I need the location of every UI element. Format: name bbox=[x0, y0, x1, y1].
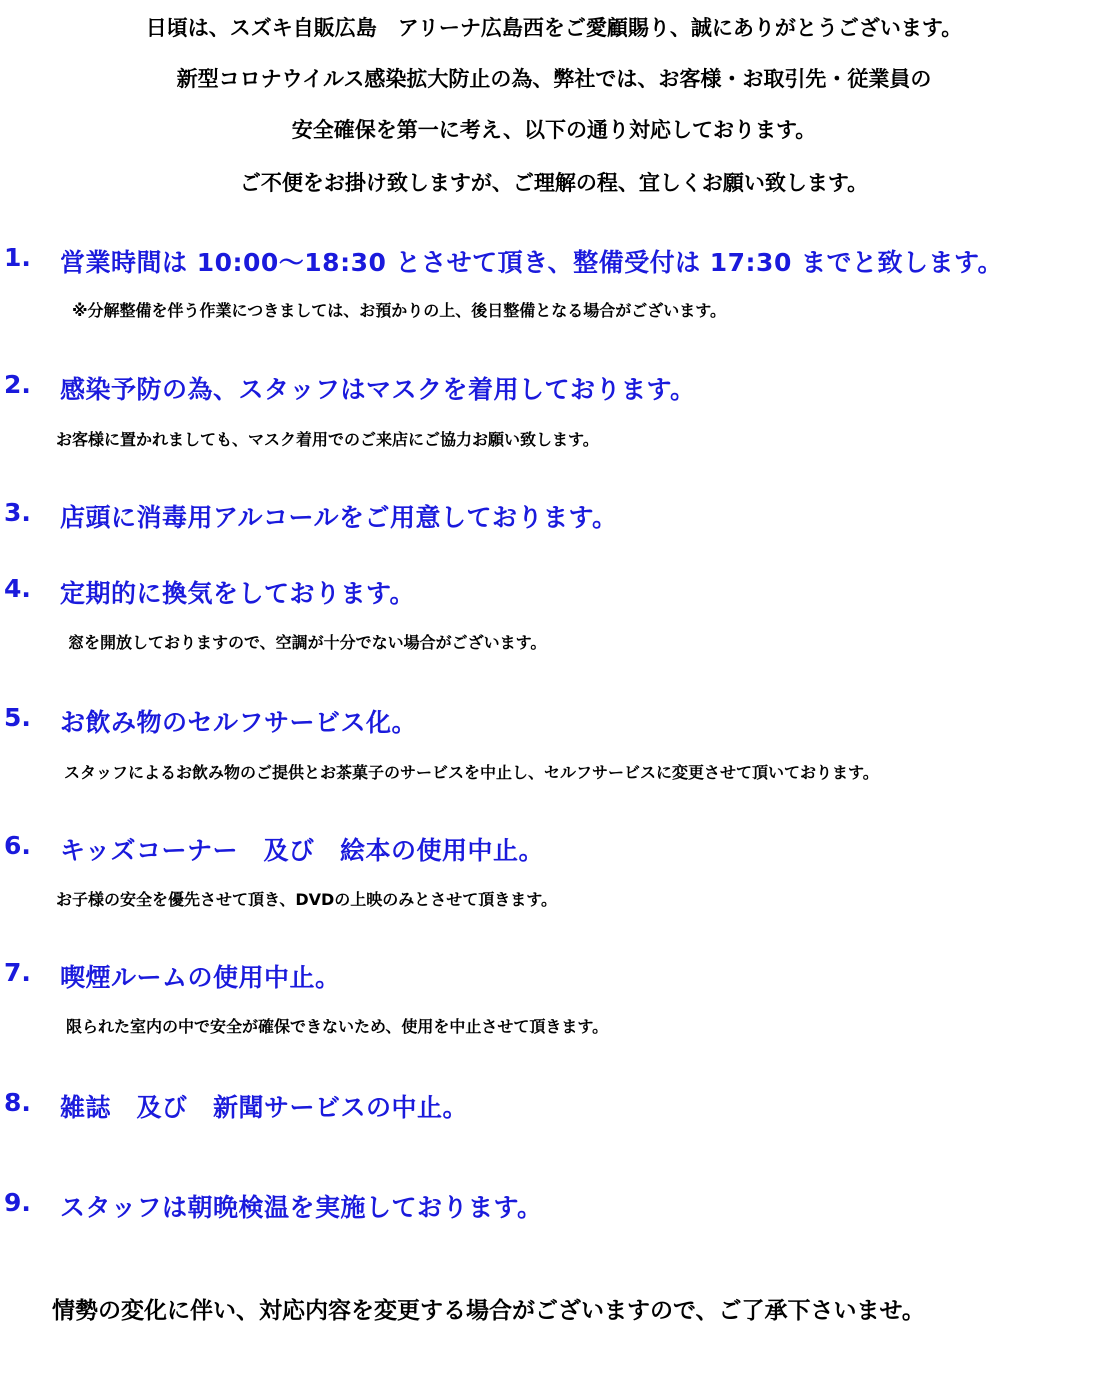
item-number: 1. bbox=[4, 243, 31, 272]
item-heading: 定期的に換気をしております。 bbox=[60, 579, 416, 608]
item-note: スタッフによるお飲み物のご提供とお茶菓子のサービスを中止し、セルフサービスに変更させて頂いております。 bbox=[64, 763, 879, 782]
item-heading: 感染予防の為、スタッフはマスクを着用しております。 bbox=[60, 375, 696, 404]
item-note: 限られた室内の中で安全が確保できないため、使用を中止させて頂きます。 bbox=[66, 1017, 609, 1036]
item-number: 4. bbox=[4, 574, 31, 603]
item-heading: お飲み物のセルフサービス化。 bbox=[60, 708, 418, 737]
item-number: 5. bbox=[4, 703, 31, 732]
item-note: お客様に置かれましても、マスク着用でのご来店にご協力お願い致します。 bbox=[56, 430, 599, 449]
item-heading: スタッフは朝晩検温を実施しております。 bbox=[60, 1193, 543, 1222]
item-heading: 店頭に消毒用アルコールをご用意しております。 bbox=[60, 503, 618, 532]
item-number: 7. bbox=[4, 958, 31, 987]
item-heading: 喫煙ルームの使用中止。 bbox=[60, 963, 341, 992]
item-number: 3. bbox=[4, 498, 31, 527]
intro-line-1: 日頃は、スズキ自販広島 アリーナ広島西をご愛顧賜り、誠にありがとうございます。 bbox=[145, 16, 963, 40]
item-number: 2. bbox=[4, 370, 31, 399]
closing-statement: 情勢の変化に伴い、対応内容を変更する場合がございますので、ご了承下さいませ。 bbox=[52, 1298, 925, 1324]
item-note: ※分解整備を伴う作業につきましては、お預かりの上、後日整備となる場合がございます。 bbox=[72, 301, 726, 320]
item-number: 8. bbox=[4, 1088, 31, 1117]
item-number: 9. bbox=[4, 1188, 31, 1217]
item-number: 6. bbox=[4, 831, 31, 860]
intro-line-3: 安全確保を第一に考え、以下の通り対応しております。 bbox=[291, 118, 817, 142]
item-heading: キッズコーナー 及び 絵本の使用中止。 bbox=[60, 836, 545, 865]
intro-line-4: ご不便をお掛け致しますが、ご理解の程、宜しくお願い致します。 bbox=[239, 171, 869, 195]
item-note: お子様の安全を優先させて頂き、DVDの上映のみとさせて頂きます。 bbox=[56, 890, 558, 909]
item-heading: 営業時間は 10:00～18:30 とさせて頂き、整備受付は 17:30 までと致します。 bbox=[60, 248, 1004, 277]
item-heading: 雑誌 及び 新聞サービスの中止。 bbox=[60, 1093, 469, 1122]
intro-line-2: 新型コロナウイルス感染拡大防止の為、弊社では、お客様・お取引先・従業員の bbox=[176, 67, 932, 91]
item-note: 窓を開放しておりますので、空調が十分でない場合がございます。 bbox=[68, 633, 547, 652]
